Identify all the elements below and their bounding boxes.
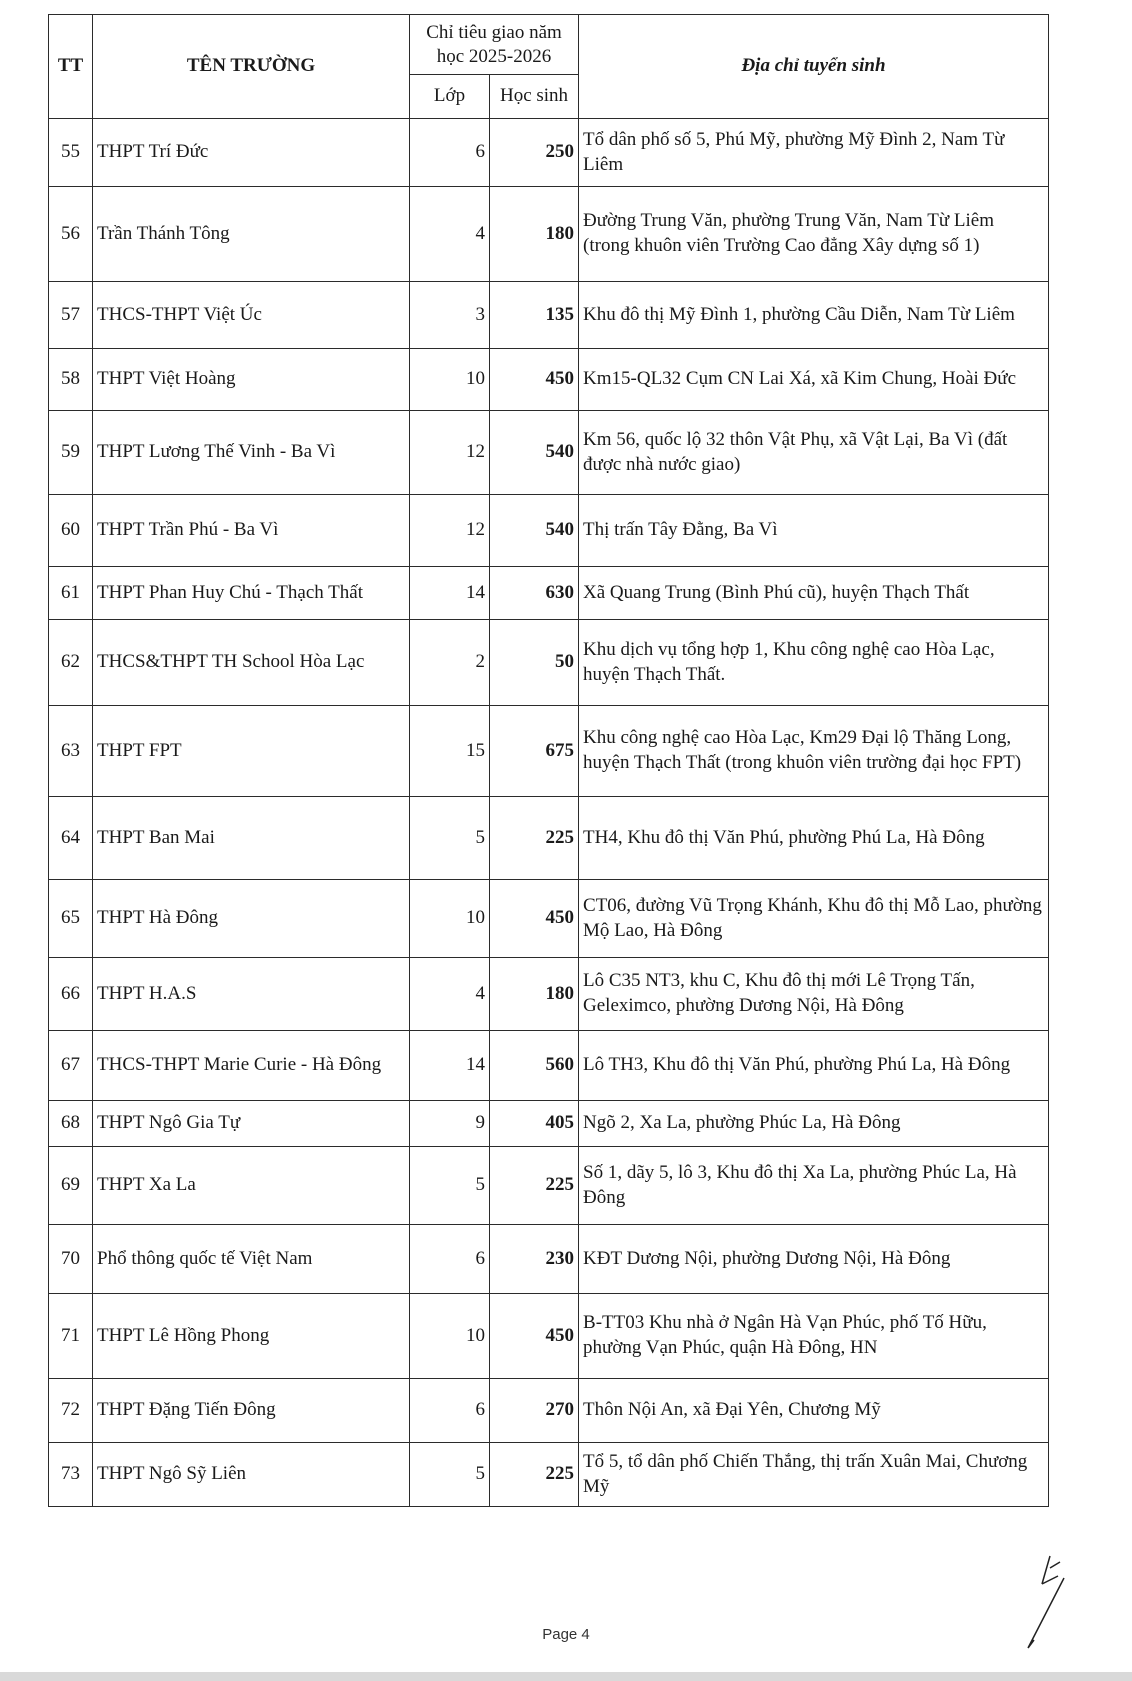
row-students: 540 [490, 411, 579, 495]
row-tt: 69 [49, 1147, 93, 1225]
row-classes: 9 [410, 1101, 490, 1147]
row-classes: 5 [410, 1147, 490, 1225]
row-students: 225 [490, 797, 579, 880]
table-row [49, 1101, 1049, 1147]
row-school-name: THCS-THPT Việt Úc [93, 282, 410, 349]
table-row [49, 958, 1049, 1031]
table-row [49, 567, 1049, 620]
header-tt: TT [49, 15, 93, 119]
row-classes: 5 [410, 1443, 490, 1507]
row-address: Khu công nghệ cao Hòa Lạc, Km29 Đại lộ Thăng Long, huyện Thạch Thất (trong khuôn viên trường đại học FPT) [579, 706, 1049, 797]
row-address: Lô TH3, Khu đô thị Văn Phú, phường Phú La, Hà Đông [579, 1031, 1049, 1101]
row-classes: 10 [410, 1294, 490, 1379]
row-classes: 14 [410, 1031, 490, 1101]
row-address: KĐT Dương Nội, phường Dương Nội, Hà Đông [579, 1225, 1049, 1294]
row-address: Thôn Nội An, xã Đại Yên, Chương Mỹ [579, 1379, 1049, 1443]
header-quota: Chỉ tiêu giao năm học 2025-2026 [410, 15, 579, 75]
row-classes: 6 [410, 1379, 490, 1443]
row-tt: 70 [49, 1225, 93, 1294]
row-address: TH4, Khu đô thị Văn Phú, phường Phú La, Hà Đông [579, 797, 1049, 880]
table-row [49, 349, 1049, 411]
row-school-name: THCS-THPT Marie Curie - Hà Đông [93, 1031, 410, 1101]
row-address: Km15-QL32 Cụm CN Lai Xá, xã Kim Chung, Hoài Đức [579, 349, 1049, 411]
header-students: Học sinh [490, 75, 579, 119]
row-school-name: THPT Phan Huy Chú - Thạch Thất [93, 567, 410, 620]
row-classes: 6 [410, 119, 490, 187]
row-address: Lô C35 NT3, khu C, Khu đô thị mới Lê Trọng Tấn, Geleximco, phường Dương Nội, Hà Đông [579, 958, 1049, 1031]
row-classes: 10 [410, 349, 490, 411]
row-address: B-TT03 Khu nhà ở Ngân Hà Vạn Phúc, phố Tố Hữu, phường Vạn Phúc, quận Hà Đông, HN [579, 1294, 1049, 1379]
row-address: Số 1, dãy 5, lô 3, Khu đô thị Xa La, phường Phúc La, Hà Đông [579, 1147, 1049, 1225]
header-school-name: TÊN TRƯỜNG [93, 15, 410, 119]
row-classes: 10 [410, 880, 490, 958]
row-school-name: THPT Xa La [93, 1147, 410, 1225]
page-number: Page 4 [542, 1626, 590, 1643]
row-students: 450 [490, 349, 579, 411]
row-tt: 65 [49, 880, 93, 958]
row-school-name: THPT Ngô Sỹ Liên [93, 1443, 410, 1507]
scan-edge [0, 1672, 1132, 1681]
row-school-name: THPT Đặng Tiến Đông [93, 1379, 410, 1443]
table-row [49, 495, 1049, 567]
table-row [49, 620, 1049, 706]
table-row [49, 411, 1049, 495]
row-address: Khu dịch vụ tổng hợp 1, Khu công nghệ cao Hòa Lạc, huyện Thạch Thất. [579, 620, 1049, 706]
row-tt: 72 [49, 1379, 93, 1443]
table-body [49, 119, 1049, 1507]
row-students: 270 [490, 1379, 579, 1443]
row-classes: 3 [410, 282, 490, 349]
row-school-name: THCS&THPT TH School Hòa Lạc [93, 620, 410, 706]
row-students: 560 [490, 1031, 579, 1101]
row-address: Tổ 5, tổ dân phố Chiến Thắng, thị trấn Xuân Mai, Chương Mỹ [579, 1443, 1049, 1507]
row-address: CT06, đường Vũ Trọng Khánh, Khu đô thị Mỗ Lao, phường Mộ Lao, Hà Đông [579, 880, 1049, 958]
table-row [49, 880, 1049, 958]
table-row [49, 1225, 1049, 1294]
row-students: 675 [490, 706, 579, 797]
row-school-name: THPT Lương Thế Vinh - Ba Vì [93, 411, 410, 495]
header-address: Địa chỉ tuyển sinh [579, 15, 1049, 119]
row-students: 225 [490, 1147, 579, 1225]
row-school-name: THPT FPT [93, 706, 410, 797]
table-row [49, 1379, 1049, 1443]
table-row [49, 1031, 1049, 1101]
row-address: Đường Trung Văn, phường Trung Văn, Nam Từ Liêm (trong khuôn viên Trường Cao đẳng Xây dựng số 1) [579, 187, 1049, 282]
row-tt: 62 [49, 620, 93, 706]
row-school-name: Trần Thánh Tông [93, 187, 410, 282]
row-tt: 73 [49, 1443, 93, 1507]
table-row [49, 1294, 1049, 1379]
row-students: 50 [490, 620, 579, 706]
row-address: Xã Quang Trung (Bình Phú cũ), huyện Thạch Thất [579, 567, 1049, 620]
row-school-name: THPT Hà Đông [93, 880, 410, 958]
row-students: 230 [490, 1225, 579, 1294]
row-address: Thị trấn Tây Đằng, Ba Vì [579, 495, 1049, 567]
school-quota-table [48, 14, 1049, 1507]
row-tt: 57 [49, 282, 93, 349]
row-students: 225 [490, 1443, 579, 1507]
row-address: Ngõ 2, Xa La, phường Phúc La, Hà Đông [579, 1101, 1049, 1147]
row-tt: 66 [49, 958, 93, 1031]
row-school-name: THPT Ban Mai [93, 797, 410, 880]
row-students: 540 [490, 495, 579, 567]
row-students: 250 [490, 119, 579, 187]
table-row [49, 1147, 1049, 1225]
row-tt: 61 [49, 567, 93, 620]
row-classes: 4 [410, 958, 490, 1031]
row-students: 180 [490, 958, 579, 1031]
row-tt: 55 [49, 119, 93, 187]
row-students: 630 [490, 567, 579, 620]
row-students: 180 [490, 187, 579, 282]
row-tt: 63 [49, 706, 93, 797]
table-row [49, 1443, 1049, 1507]
row-students: 450 [490, 1294, 579, 1379]
row-tt: 68 [49, 1101, 93, 1147]
row-school-name: THPT Việt Hoàng [93, 349, 410, 411]
table-row [49, 706, 1049, 797]
row-classes: 12 [410, 495, 490, 567]
row-tt: 56 [49, 187, 93, 282]
row-tt: 58 [49, 349, 93, 411]
table-row [49, 282, 1049, 349]
row-tt: 60 [49, 495, 93, 567]
row-classes: 6 [410, 1225, 490, 1294]
row-school-name: THPT Trần Phú - Ba Vì [93, 495, 410, 567]
row-students: 450 [490, 880, 579, 958]
row-address: Tổ dân phố số 5, Phú Mỹ, phường Mỹ Đình 2, Nam Từ Liêm [579, 119, 1049, 187]
row-classes: 14 [410, 567, 490, 620]
table-row [49, 187, 1049, 282]
row-students: 135 [490, 282, 579, 349]
row-address: Khu đô thị Mỹ Đình 1, phường Cầu Diễn, Nam Từ Liêm [579, 282, 1049, 349]
row-school-name: THPT Lê Hồng Phong [93, 1294, 410, 1379]
row-classes: 4 [410, 187, 490, 282]
row-classes: 15 [410, 706, 490, 797]
row-tt: 67 [49, 1031, 93, 1101]
row-school-name: THPT Trí Đức [93, 119, 410, 187]
row-school-name: THPT H.A.S [93, 958, 410, 1031]
row-school-name: Phổ thông quốc tế Việt Nam [93, 1225, 410, 1294]
table-row [49, 797, 1049, 880]
row-classes: 12 [410, 411, 490, 495]
row-school-name: THPT Ngô Gia Tự [93, 1101, 410, 1147]
row-tt: 71 [49, 1294, 93, 1379]
table-row [49, 119, 1049, 187]
row-students: 405 [490, 1101, 579, 1147]
row-address: Km 56, quốc lộ 32 thôn Vật Phụ, xã Vật Lại, Ba Vì (đất được nhà nước giao) [579, 411, 1049, 495]
row-classes: 2 [410, 620, 490, 706]
header-classes: Lớp [410, 75, 490, 119]
row-tt: 64 [49, 797, 93, 880]
row-classes: 5 [410, 797, 490, 880]
row-tt: 59 [49, 411, 93, 495]
